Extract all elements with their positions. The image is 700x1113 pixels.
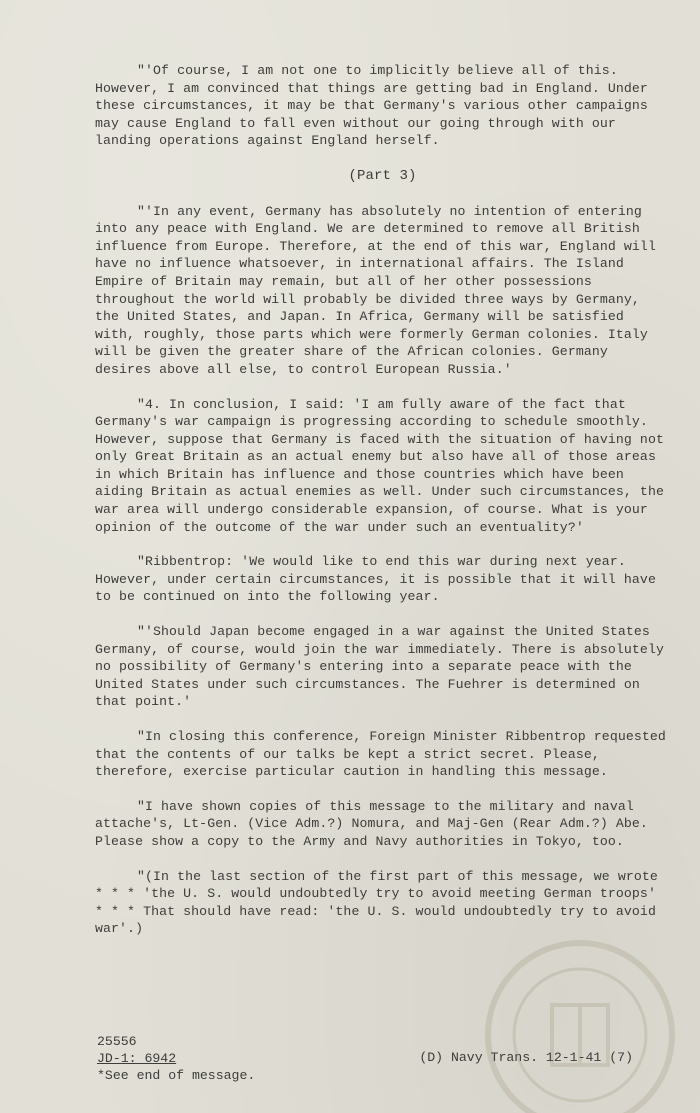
paragraph-copies-shown: "I have shown copies of this message to the military and naval attache's, Lt-Gen. (Vice Adm.?) Nomura, and Maj-Gen (Rear Adm.?) Abe. Please show a copy to the Army and Navy authorities in Tokyo, too. xyxy=(95,798,656,849)
paragraph-closing-secrecy: "In closing this conference, Foreign Minister Ribbentrop requested that the contents of our talks be kept a strict secret. Please, therefore, exercise particular caution in handling this message. xyxy=(95,729,674,780)
message-body xyxy=(95,62,674,955)
paragraph-landing-operations: "'Of course, I am not one to implicitly believe all of this. However, I am convinced that things are getting bad in England. Under these circumstances, it may be that Germany's various other campaigns may cause England to fall even without our going through with our landing operations against England herself. xyxy=(95,63,656,149)
paragraph-japan-us-war: "'Should Japan become engaged in a war against the United States Germany, of course, would join the war immediately. There is absolutely no possibility of Germany's entering into a separate peace with the United States under such circumstances. The Fuehrer is determined on that point.' xyxy=(95,624,672,710)
translation-note: (D) Navy Trans. 12-1-41 (7) xyxy=(419,1050,633,1065)
paragraph-conclusion-question: "4. In conclusion, I said: 'I am fully aware of the fact that Germany's war campaign is progressing according to schedule smoothly. However, suppose that Germany is faced with the situation of having not only Great Britain as an actual enemy but also have all of those areas in which Britain has influence and those countries which have been aiding Britain as actual enemies as well. Under such circumstances, the war area will undergo considerable expansion, of course. What is your opinion of the outcome of the war under such an eventuality?' xyxy=(95,396,672,535)
university-seal-watermark xyxy=(480,935,680,1113)
paragraph-ribbentrop-reply: "Ribbentrop: 'We would like to end this war during next year. However, under certain circumstances, it is possible that it will have to be continued on into the following year. xyxy=(95,554,664,605)
part-heading: (Part 3) xyxy=(348,167,417,184)
paragraph-correction-note: "(In the last section of the first part of this message, we wrote * * * 'the U. S. would undoubtedly try to avoid meeting German troops' * * * That should have read: 'the U. S. would undoubtedly try to avoid war'.) xyxy=(95,868,666,937)
jd-number: JD-1: 6942 xyxy=(97,1051,177,1066)
paragraph-peace-with-england: "'In any event, Germany has absolutely no intention of entering into any peace with England. We are determined to remove all British influence from Europe. Therefore, at the end of this war, England will have no influence whatsoever, in international affairs. The Island Empire of Britain may remain, but all of her other possessions throughout the world will probably be divided three ways by Germany, the United States, and Japan. In Africa, Germany will be satisfied with, roughly, those parts which were formerly German colonies. Italy will be given the greater share of the African colonies. Germany desires above all else, to control European Russia.' xyxy=(95,203,664,377)
document-number: 25556 xyxy=(97,1034,137,1049)
footnote: *See end of message. xyxy=(97,1068,256,1083)
